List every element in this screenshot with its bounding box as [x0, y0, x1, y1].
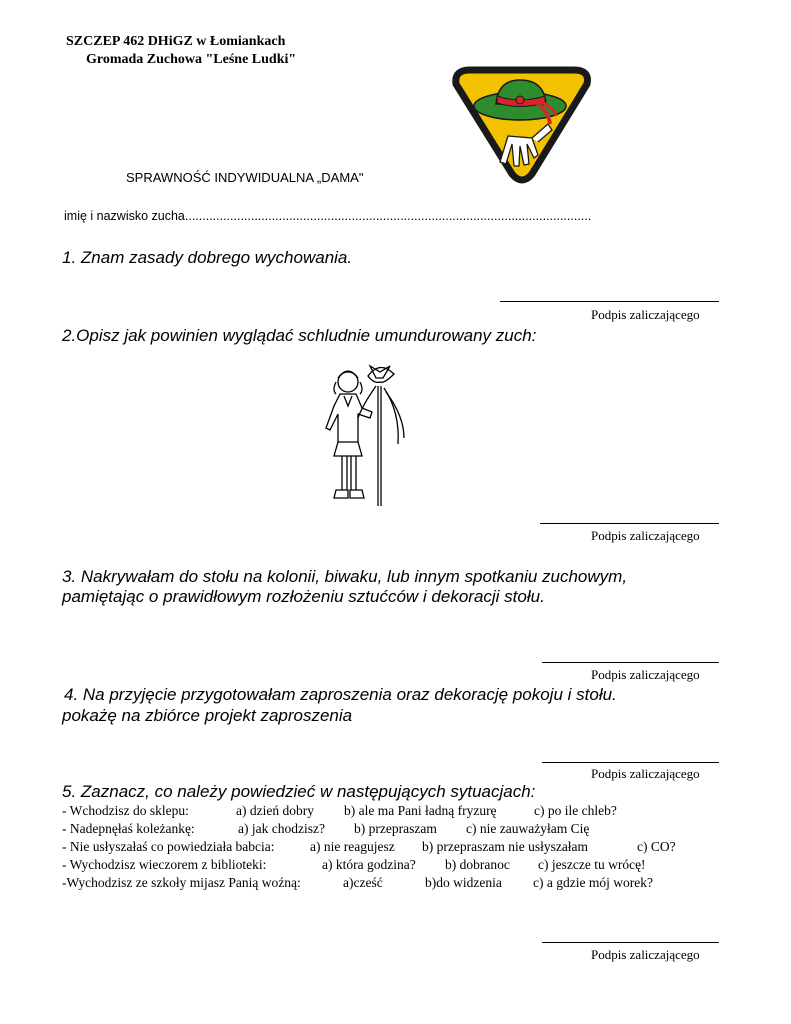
task-4-line-1: 4. Na przyjęcie przygotowałam zaproszenia oraz dekorację pokoju i stołu. [64, 685, 617, 704]
signature-line-2 [540, 523, 719, 524]
option-a[interactable]: a) jak chodzisz? [238, 821, 325, 836]
signature-line-5 [542, 942, 719, 943]
option-c[interactable]: c) nie zauważyłam Cię [466, 821, 590, 836]
task-2: 2.Opisz jak powinien wyglądać schludnie umundurowany zuch: [62, 326, 537, 345]
situation-question: - Nadepnęłaś koleżankę: [62, 821, 195, 836]
option-c[interactable]: c) CO? [637, 839, 676, 854]
troop-name: SZCZEP 462 DHiGZ w Łomiankach [66, 34, 286, 49]
option-c[interactable]: c) a gdzie mój worek? [533, 875, 653, 890]
task-3-line-1: 3. Nakrywałam do stołu na kolonii, biwaku, lub innym spotkaniu zuchowym, [62, 567, 628, 586]
option-c[interactable]: c) po ile chleb? [534, 803, 617, 818]
option-a[interactable]: a) dzień dobry [236, 803, 314, 818]
situation-question: -Wychodzisz ze szkoły mijasz Panią woźną: [62, 875, 301, 890]
option-c[interactable]: c) jeszcze tu wrócę! [538, 857, 646, 872]
task-3-line-2: pamiętając o prawidłowym rozłożeniu sztućców i dekoracji stołu. [62, 587, 545, 606]
situation-question: - Wchodzisz do sklepu: [62, 803, 189, 818]
option-a[interactable]: a) która godzina? [322, 857, 416, 872]
situation-question: - Nie usłyszałaś co powiedziała babcia: [62, 839, 275, 854]
signature-line-1 [500, 301, 719, 302]
signature-label-4: Podpis zaliczającego [591, 766, 700, 781]
situation-question: - Wychodzisz wieczorem z biblioteki: [62, 857, 267, 872]
option-b[interactable]: b) ale ma Pani ładną fryzurę [344, 803, 497, 818]
option-b[interactable]: b) przepraszam nie usłyszałam [422, 839, 589, 854]
option-b[interactable]: b) dobranoc [445, 857, 510, 872]
signature-label-5: Podpis zaliczającego [591, 947, 700, 962]
option-b[interactable]: b)do widzenia [425, 875, 502, 890]
task-1: 1. Znam zasady dobrego wychowania. [62, 248, 353, 267]
name-field[interactable]: imię i nazwisko zucha..................................................................................................................... [64, 209, 592, 223]
option-a[interactable]: a)cześć [343, 875, 383, 890]
dama-badge-icon [448, 66, 596, 184]
group-name: Gromada Zuchowa "Leśne Ludki" [86, 52, 297, 67]
signature-label-2: Podpis zaliczającego [591, 528, 700, 543]
signature-line-4 [542, 762, 719, 763]
scout-girl-with-staff-icon [318, 356, 410, 508]
signature-label-1: Podpis zaliczającego [591, 307, 700, 322]
task-5: 5. Zaznacz, co należy powiedzieć w następujących sytuacjach: [62, 782, 536, 801]
task-4-line-2: pokażę na zbiórce projekt zaproszenia [62, 706, 353, 725]
option-b[interactable]: b) przepraszam [354, 821, 437, 836]
option-a[interactable]: a) nie reagujesz [310, 839, 395, 854]
signature-label-3: Podpis zaliczającego [591, 667, 700, 682]
signature-line-3 [542, 662, 719, 663]
page-title: SPRAWNOŚĆ INDYWIDUALNA „DAMA" [126, 170, 364, 185]
